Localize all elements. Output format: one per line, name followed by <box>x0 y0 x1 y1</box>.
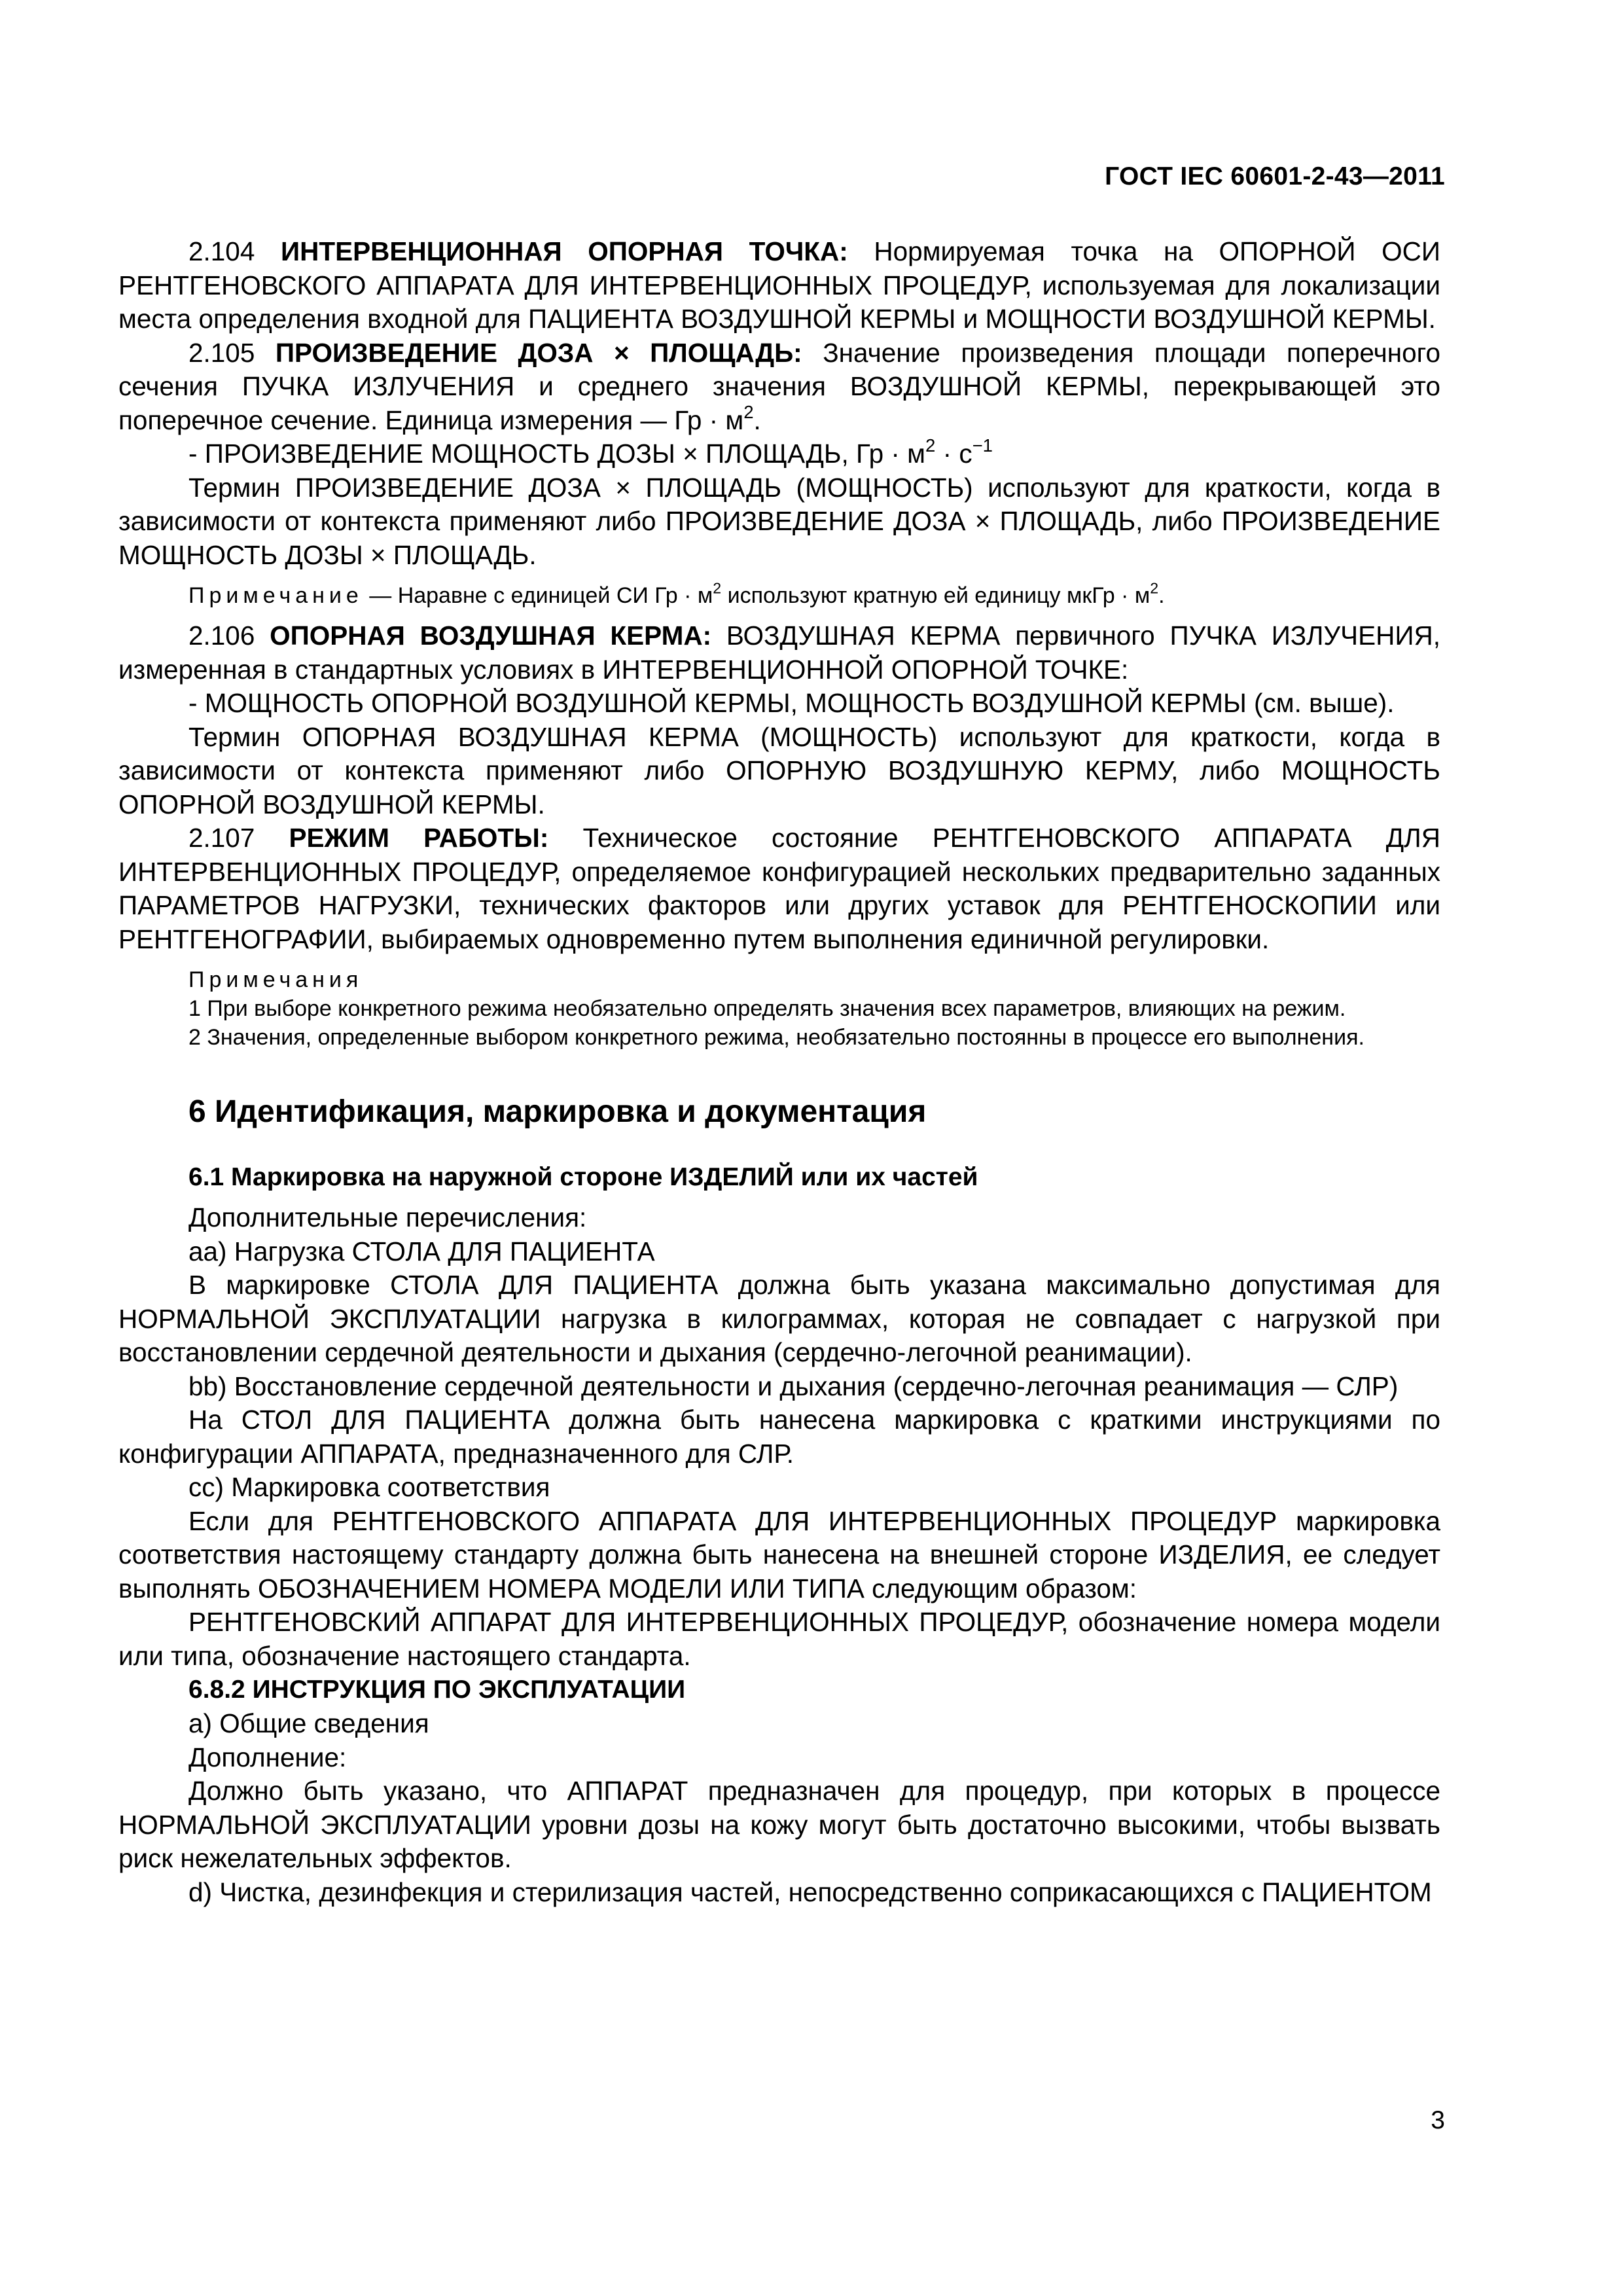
subsection-6-1-heading: 6.1 Маркировка на наружной стороне ИЗДЕЛИЙ или их частей <box>188 1163 978 1191</box>
clause-2-105-note <box>118 581 1440 610</box>
superscript: −1 <box>972 435 993 456</box>
clause-2-104 <box>118 235 1440 336</box>
note-text-end: . <box>1158 583 1165 608</box>
item-aa-title: аа) Нагрузка СТОЛА ДЛЯ ПАЦИЕНТА <box>188 1236 655 1266</box>
superscript: 2 <box>1150 579 1159 597</box>
note-label: Примечание <box>188 583 363 608</box>
clause-term: РЕЖИМ РАБОТЫ: <box>289 823 549 853</box>
section-6-heading: 6 Идентификация, маркировка и документация <box>188 1094 927 1129</box>
additional-enumerations: Дополнительные перечисления: <box>188 1202 587 1232</box>
item-a-title: а) Общие сведения <box>188 1708 429 1738</box>
clause-term: ИНТЕРВЕНЦИОННАЯ ОПОРНАЯ ТОЧКА: <box>280 236 848 266</box>
item-d-title: d) Чистка, дезинфекция и стерилизация частей, непосредственно соприкасающихся с ПАЦИЕНТОМ <box>188 1876 1432 1907</box>
clause-number: 2.107 <box>188 823 289 853</box>
clause-number: 2.106 <box>188 620 270 651</box>
superscript: 2 <box>925 435 936 456</box>
clause-text: Значение произведения площади поперечного сечения ПУЧКА ИЗЛУЧЕНИЯ и среднего значения ВОЗДУШНОЙ КЕРМЫ, перекрывающей это поперечное сечение. Единица измерения — Гр · м <box>118 337 1441 435</box>
item-cc-title: сс) Маркировка соответствия <box>188 1472 550 1502</box>
page-number: 3 <box>1431 2106 1445 2134</box>
clause-term: ПРОИЗВЕДЕНИЕ ДОЗА × ПЛОЩАДЬ: <box>275 337 802 368</box>
item-bb-text: На СТОЛ ДЛЯ ПАЦИЕНТА должна быть нанесена маркировка с краткими инструкциями по конфигурации АППАРАТА, предназначенного для СЛР. <box>118 1405 1440 1469</box>
clause-text-end: . <box>753 404 761 435</box>
clause-number: 2.105 <box>188 337 276 368</box>
clause-2-106 <box>118 619 1440 687</box>
subsection-6-8-2-heading: 6.8.2 ИНСТРУКЦИЯ ПО ЭКСПЛУАТАЦИИ <box>188 1676 686 1704</box>
clause-2-105-dash-item <box>118 437 1440 471</box>
item-bb-title: bb) Восстановление сердечной деятельности и дыхания (сердечно-легочная реанимация — СЛР) <box>188 1371 1399 1401</box>
clause-text: ВОЗДУШНАЯ КЕРМА первичного ПУЧКА ИЗЛУЧЕНИЯ, измеренная в стандартных условиях в ИНТЕРВЕНЦИОННОЙ ОПОРНОЙ ТОЧКЕ: <box>118 620 1440 685</box>
superscript: 2 <box>743 401 754 422</box>
superscript: 2 <box>713 579 722 597</box>
dash-text-unit: · с <box>935 439 972 469</box>
clause-2-107-note-2: 2 Значения, определенные выбором конкретного режима, необязательно постоянны в процессе его выполнения. <box>188 1025 1364 1050</box>
notes-label: Примечания <box>188 967 363 992</box>
clause-2-107-note-1: 1 При выборе конкретного режима необязательно определять значения всех параметров, влияющих на режим. <box>188 996 1346 1021</box>
note-text: — Наравне с единицей СИ Гр · м <box>363 583 713 608</box>
clause-2-105 <box>118 336 1440 438</box>
item-a-text: Должно быть указано, что АППАРАТ предназначен для процедур, при которых в процессе НОРМАЛЬНОЙ ЭКСПЛУАТАЦИИ уровни дозы на кожу могут быть достаточно высокими, чтобы вызвать риск нежелательных эффектов. <box>118 1776 1440 1873</box>
standard-code-header: ГОСТ IEC 60601-2-43—2011 <box>1105 162 1445 190</box>
clause-2-106-dash-item: - МОЩНОСТЬ ОПОРНОЙ ВОЗДУШНОЙ КЕРМЫ, МОЩНОСТЬ ВОЗДУШНОЙ КЕРМЫ (см. выше). <box>188 688 1395 718</box>
clause-number: 2.104 <box>188 236 281 266</box>
clause-text: Техническое состояние РЕНТГЕНОВСКОГО АППАРАТА ДЛЯ ИНТЕРВЕНЦИОННЫХ ПРОЦЕДУР, определяемое конфигурацией нескольких предварительно заданных ПАРАМЕТРОВ НАГРУЗКИ, технических факторов или других уставок для РЕНТГЕНОСКОПИИ или РЕНТГЕНОГРАФИИ, выбираемых одновременно путем выполнения единичной регулировки. <box>118 823 1441 954</box>
item-a-addition: Дополнение: <box>188 1742 347 1772</box>
dash-text: - ПРОИЗВЕДЕНИЕ МОЩНОСТЬ ДОЗЫ × ПЛОЩАДЬ, Гр · м <box>188 439 926 469</box>
item-cc-text: Если для РЕНТГЕНОВСКОГО АППАРАТА ДЛЯ ИНТЕРВЕНЦИОННЫХ ПРОЦЕДУР маркировка соответствия настоящему стандарту должна быть нанесена на внешней стороне ИЗДЕЛИЯ, ее следует выполнять ОБОЗНАЧЕНИЕМ НОМЕРА МОДЕЛИ ИЛИ ТИПА следующим образом: <box>118 1505 1440 1604</box>
page-content <box>118 167 1440 1909</box>
clause-2-106-term-text: Термин ОПОРНАЯ ВОЗДУШНАЯ КЕРМА (МОЩНОСТЬ) используют для краткости, когда в зависимости от контекста применяют либо ОПОРНУЮ ВОЗДУШНУЮ КЕРМУ, либо МОЩНОСТЬ ОПОРНОЙ ВОЗДУШНОЙ КЕРМЫ. <box>118 721 1440 819</box>
clause-text: Нормируемая точка на ОПОРНОЙ ОСИ РЕНТГЕНОВСКОГО АППАРАТА ДЛЯ ИНТЕРВЕНЦИОННЫХ ПРОЦЕДУР, используемая для локализации места определения входной для ПАЦИЕНТА ВОЗДУШНОЙ КЕРМЫ и МОЩНОСТИ ВОЗДУШНОЙ КЕРМЫ. <box>118 236 1440 334</box>
clause-2-107-notes-label <box>118 965 1440 994</box>
clause-2-105-term-text: Термин ПРОИЗВЕДЕНИЕ ДОЗА × ПЛОЩАДЬ (МОЩНОСТЬ) используют для краткости, когда в зависимости от контекста применяют либо ПРОИЗВЕДЕНИЕ ДОЗА × ПЛОЩАДЬ, либо ПРОИЗВЕДЕНИЕ МОЩНОСТЬ ДОЗЫ × ПЛОЩАДЬ. <box>118 472 1440 570</box>
clause-term: ОПОРНАЯ ВОЗДУШНАЯ КЕРМА: <box>270 620 712 651</box>
item-aa-text: В маркировке СТОЛА ДЛЯ ПАЦИЕНТА должна быть указана максимально допустимая для НОРМАЛЬНОЙ ЭКСПЛУАТАЦИИ нагрузка в килограммах, которая не совпадает с нагрузкой при восстановлении сердечной деятельности и дыхания (сердечно-легочной реанимации). <box>118 1270 1440 1367</box>
clause-2-107 <box>118 821 1440 956</box>
item-cc-text-2: РЕНТГЕНОВСКИЙ АППАРАТ ДЛЯ ИНТЕРВЕНЦИОННЫХ ПРОЦЕДУР, обозначение номера модели или типа, обозначение настоящего стандарта. <box>118 1607 1440 1671</box>
note-text-2: используют кратную ей единицу мкГр · м <box>721 583 1150 608</box>
